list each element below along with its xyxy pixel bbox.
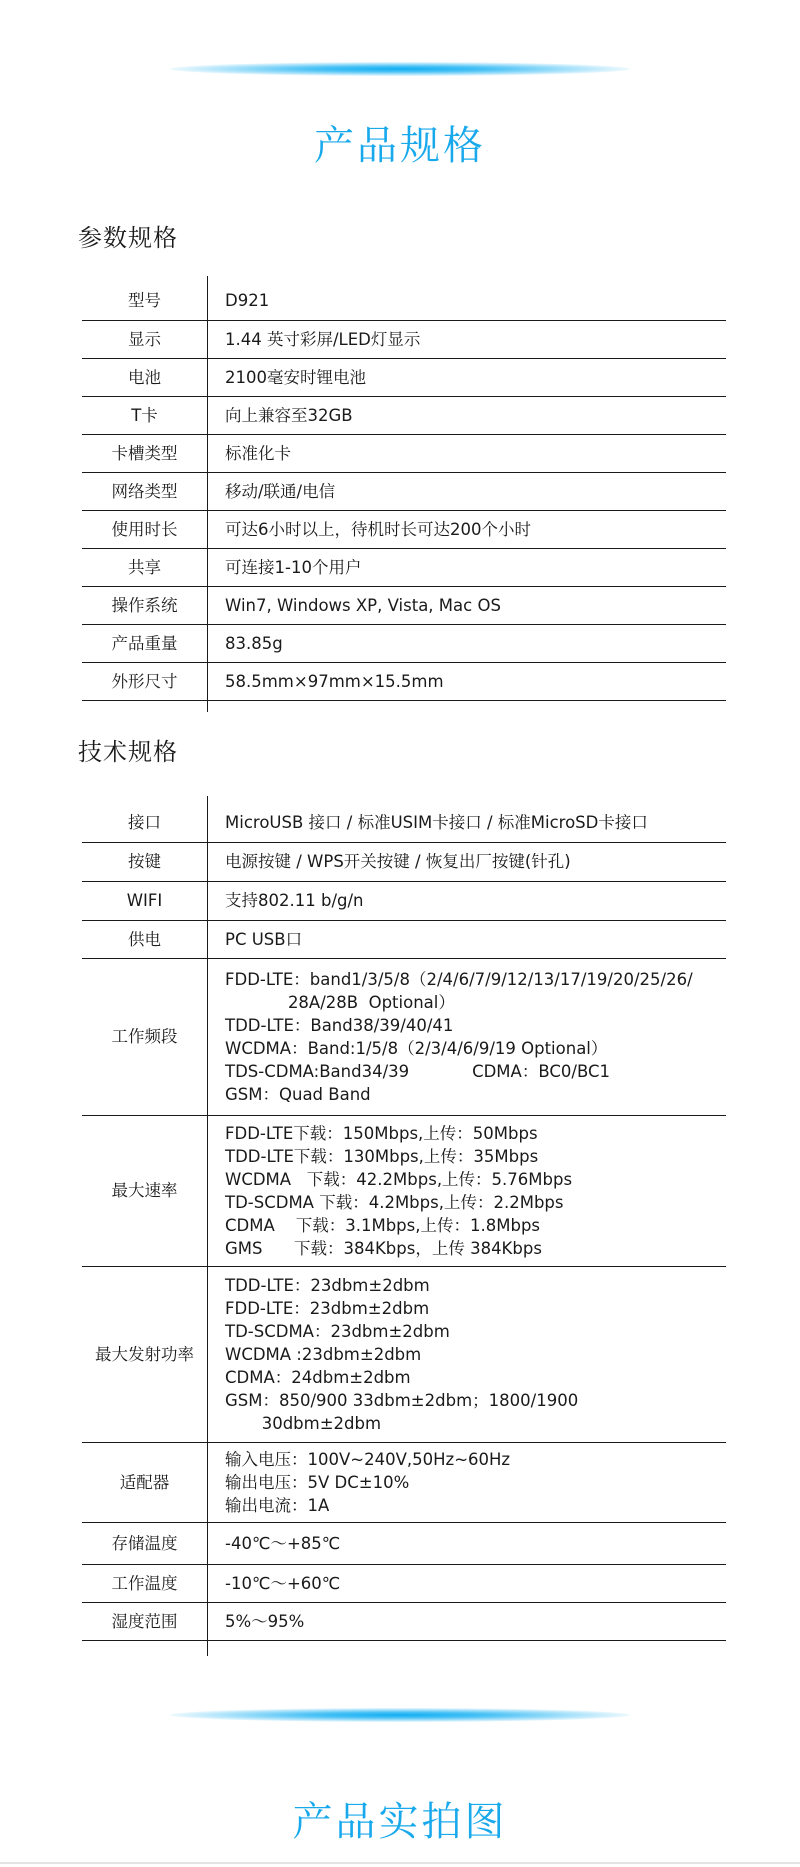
row-value: D921 (207, 282, 726, 320)
row-key: 型号 (82, 282, 207, 320)
table-row (82, 510, 726, 548)
row-key: 最大速率 (82, 1115, 207, 1266)
row-value: FDD-LTE下载：150Mbps,上传：50Mbps TDD-LTE下载：130Mbps,上传：35Mbps WCDMA 下载：42.2Mbps,上传：5.76Mbps TD-SCDMA 下载：4.2Mbps,上传：2.2Mbps CDMA 下载：3.1Mbps,上传：1.8Mbps GMS 下载：384Kbps，上传 384Kbps (207, 1115, 726, 1266)
table-row (82, 1266, 726, 1442)
row-key: 使用时长 (82, 510, 207, 548)
table-row (82, 842, 726, 881)
row-value: 输入电压：100V~240V,50Hz~60Hz 输出电压：5V DC±10% 输出电流：1A (207, 1442, 726, 1522)
row-key: 接口 (82, 804, 207, 842)
row-key: 按键 (82, 842, 207, 881)
row-key: 共享 (82, 548, 207, 586)
bottom-divider (0, 1862, 800, 1864)
row-value: -40℃～+85℃ (207, 1522, 726, 1564)
row-value: TDD-LTE：23dbm±2dbm FDD-LTE：23dbm±2dbm TD-SCDMA：23dbm±2dbm WCDMA :23dbm±2dbm CDMA：24dbm±2dbm GSM：850/900 33dbm±2dbm；1800/1900 30dbm±2dbm (207, 1266, 726, 1442)
table-row (82, 804, 726, 842)
row-value: 支持802.11 b/g/n (207, 881, 726, 920)
table-row (82, 358, 726, 396)
row-key: 网络类型 (82, 472, 207, 510)
table-row (82, 1522, 726, 1564)
tech-section-title: 技术规格 (78, 738, 178, 766)
tech-table (82, 804, 726, 1641)
params-section-title: 参数规格 (78, 224, 178, 252)
bottom-glow-divider (170, 1708, 630, 1722)
row-key: 工作温度 (82, 1564, 207, 1602)
row-key: 最大发射功率 (82, 1266, 207, 1442)
row-key: 电池 (82, 358, 207, 396)
table-row (82, 548, 726, 586)
table-row (82, 586, 726, 624)
row-value: 向上兼容至32GB (207, 396, 726, 434)
row-value: Win7, Windows XP, Vista, Mac OS (207, 586, 726, 624)
table-row (82, 881, 726, 920)
row-value: 电源按键 / WPS开关按键 / 恢复出厂按键(针孔) (207, 842, 726, 881)
row-key: 存储温度 (82, 1522, 207, 1564)
table-row (82, 1602, 726, 1640)
row-key: 适配器 (82, 1442, 207, 1522)
row-key: T卡 (82, 396, 207, 434)
row-key: 操作系统 (82, 586, 207, 624)
row-key: 工作频段 (82, 958, 207, 1115)
row-value: 83.85g (207, 624, 726, 662)
row-key: 湿度范围 (82, 1602, 207, 1640)
row-value: MicroUSB 接口 / 标准USIM卡接口 / 标准MicroSD卡接口 (207, 804, 726, 842)
row-value: 可连接1-10个用户 (207, 548, 726, 586)
row-value: PC USB口 (207, 920, 726, 958)
params-table (82, 282, 726, 701)
row-value: -10℃～+60℃ (207, 1564, 726, 1602)
table-row (82, 472, 726, 510)
row-key: WIFI (82, 881, 207, 920)
table-row (82, 434, 726, 472)
table-row (82, 624, 726, 662)
photos-section-title: 产品实拍图 (292, 1799, 508, 1845)
row-value: 移动/联通/电信 (207, 472, 726, 510)
row-key: 产品重量 (82, 624, 207, 662)
row-value: 58.5mm×97mm×15.5mm (207, 662, 726, 700)
table-row (82, 662, 726, 700)
row-key: 外形尺寸 (82, 662, 207, 700)
page-title: 产品规格 (314, 123, 486, 169)
table-row (82, 920, 726, 958)
row-value: 1.44 英寸彩屏/LED灯显示 (207, 320, 726, 358)
table-row (82, 958, 726, 1115)
row-value: FDD-LTE：band1/3/5/8（2/4/6/7/9/12/13/17/19/20/25/26/ 28A/28B Optional） TDD-LTE：Band38/39/40/41 WCDMA：Band:1/5/8（2/3/4/6/9/19 Optional） TDS-CDMA:Band34/39 CDMA：BC0/BC1 GSM：Quad Band (207, 958, 726, 1115)
row-key: 显示 (82, 320, 207, 358)
row-value: 可达6小时以上，待机时长可达200个小时 (207, 510, 726, 548)
row-key: 供电 (82, 920, 207, 958)
row-value: 2100毫安时锂电池 (207, 358, 726, 396)
table-row (82, 396, 726, 434)
table-row (82, 1564, 726, 1602)
table-row (82, 1115, 726, 1266)
row-value: 5%～95% (207, 1602, 726, 1640)
top-glow-divider (170, 62, 630, 76)
table-row (82, 282, 726, 320)
table-row (82, 1442, 726, 1522)
row-key: 卡槽类型 (82, 434, 207, 472)
table-row (82, 320, 726, 358)
row-value: 标准化卡 (207, 434, 726, 472)
